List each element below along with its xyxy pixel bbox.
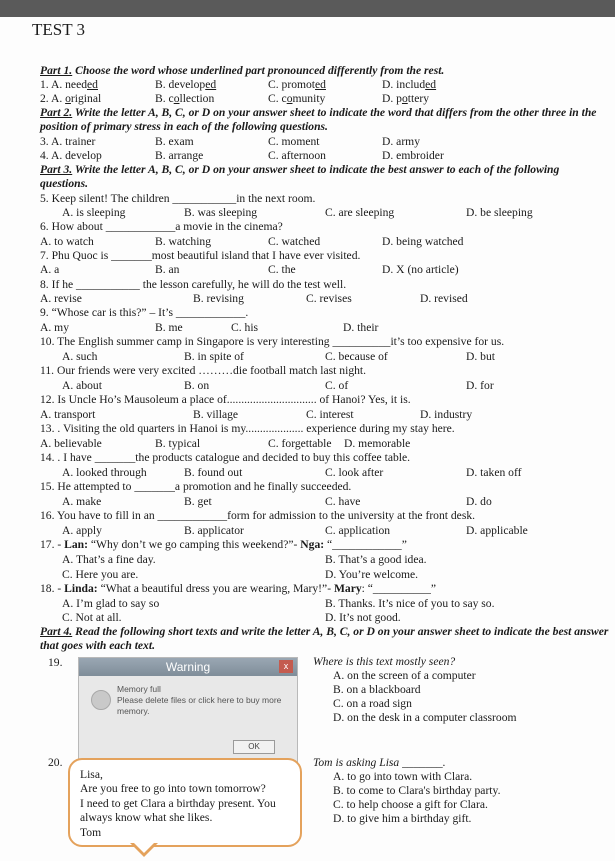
- warning-title: Warning x: [79, 658, 297, 676]
- q7-stem: 7. Phu Quoc is _______most beautiful island that I have ever visited.: [40, 249, 361, 262]
- note-line: always know what she likes.: [80, 811, 213, 825]
- q8-stem: 8. If he ___________ the lesson carefully, he will do the test well.: [40, 278, 347, 291]
- q10-stem: 10. The English summer camp in Singapore is very interesting __________it’s too expensive for us.: [40, 335, 505, 348]
- q15-stem: 15. He attempted to _______a promotion and he finally succeeded.: [40, 480, 352, 493]
- note-line: Are you free to go into town tomorrow?: [80, 782, 266, 796]
- q20-stem: Tom is asking Lisa _______.: [313, 756, 446, 769]
- q20-option-d: D. to give him a birthday gift.: [333, 812, 472, 825]
- q19-option-d: D. on the desk in a computer classroom: [333, 711, 517, 724]
- note-tail-inner: [133, 842, 155, 853]
- q19-number: 19.: [48, 656, 63, 669]
- q19-option-c: C. on a road sign: [333, 697, 412, 710]
- warning-icon: [91, 690, 111, 710]
- q19-option-b: B. on a blackboard: [333, 683, 421, 696]
- q18-stem: 18. - Linda: “What a beautiful dress you are wearing, Mary!”- Mary: “__________”: [40, 582, 437, 595]
- warning-message: Memory full Please delete files or click here to buy more memory.: [117, 684, 282, 716]
- q14-stem: 14. . I have _______the products catalogue and decided to buy this coffee table.: [40, 451, 411, 464]
- q16-stem: 16. You have to fill in an ____________form for admission to the university at the front desk.: [40, 509, 476, 522]
- q19-stem: Where is this text mostly seen?: [313, 655, 456, 668]
- page-title: TEST 3: [32, 20, 86, 39]
- q17-stem: 17. - Lan: “Why don’t we go camping this weekend?”- Nga: “____________”: [40, 538, 407, 551]
- note-line: Tom: [80, 825, 102, 839]
- q13-stem: 13. . Visiting the old quarters in Hanoi is my.................... experience during my stay here.: [40, 422, 455, 435]
- close-icon[interactable]: x: [279, 660, 293, 673]
- q6-stem: 6. How about ____________a movie in the cinema?: [40, 220, 283, 233]
- q20-option-a: A. to go into town with Clara.: [333, 770, 473, 783]
- q20-option-c: C. to help choose a gift for Clara.: [333, 798, 488, 811]
- note-line: Lisa,: [80, 768, 103, 781]
- part3-heading: Part 3. Write the letter A, B, C, or D on your answer sheet to indicate the best answer to each of the following questions.: [40, 163, 560, 190]
- note-line: I need to get Clara a birthday present. You: [80, 796, 276, 810]
- part4-heading: Part 4. Read the following short texts and write the letter A, B, C, or D on your answer sheet to indicate the best answer that goes with each text.: [40, 625, 609, 652]
- q20-number: 20.: [48, 756, 63, 769]
- note-box: [68, 758, 302, 847]
- top-bar: [0, 0, 615, 17]
- warning-dialog: [78, 657, 298, 763]
- q12-stem: 12. Is Uncle Ho’s Mausoleum a place of............................... of Hanoi? Yes, it is.: [40, 393, 411, 406]
- part2-heading: Part 2. Write the letter A, B, C, or D on your answer sheet to indicate the word that differs from the other three in the position of primary stress in each of the following questions.: [40, 106, 597, 133]
- q5-stem: 5. Keep silent! The children ___________in the next room.: [40, 192, 316, 205]
- ok-button[interactable]: OK: [233, 740, 275, 754]
- q11-stem: 11. Our friends were very excited ………die football match last night.: [40, 364, 367, 377]
- part1-heading: Part 1. Choose the word whose underlined part pronounced differently from the rest.: [40, 64, 445, 77]
- q20-option-b: B. to come to Clara's birthday party.: [333, 784, 501, 797]
- q19-option-a: A. on the screen of a computer: [333, 669, 476, 682]
- q9-stem: 9. “Whose car is this?” – It’s ____________.: [40, 306, 249, 319]
